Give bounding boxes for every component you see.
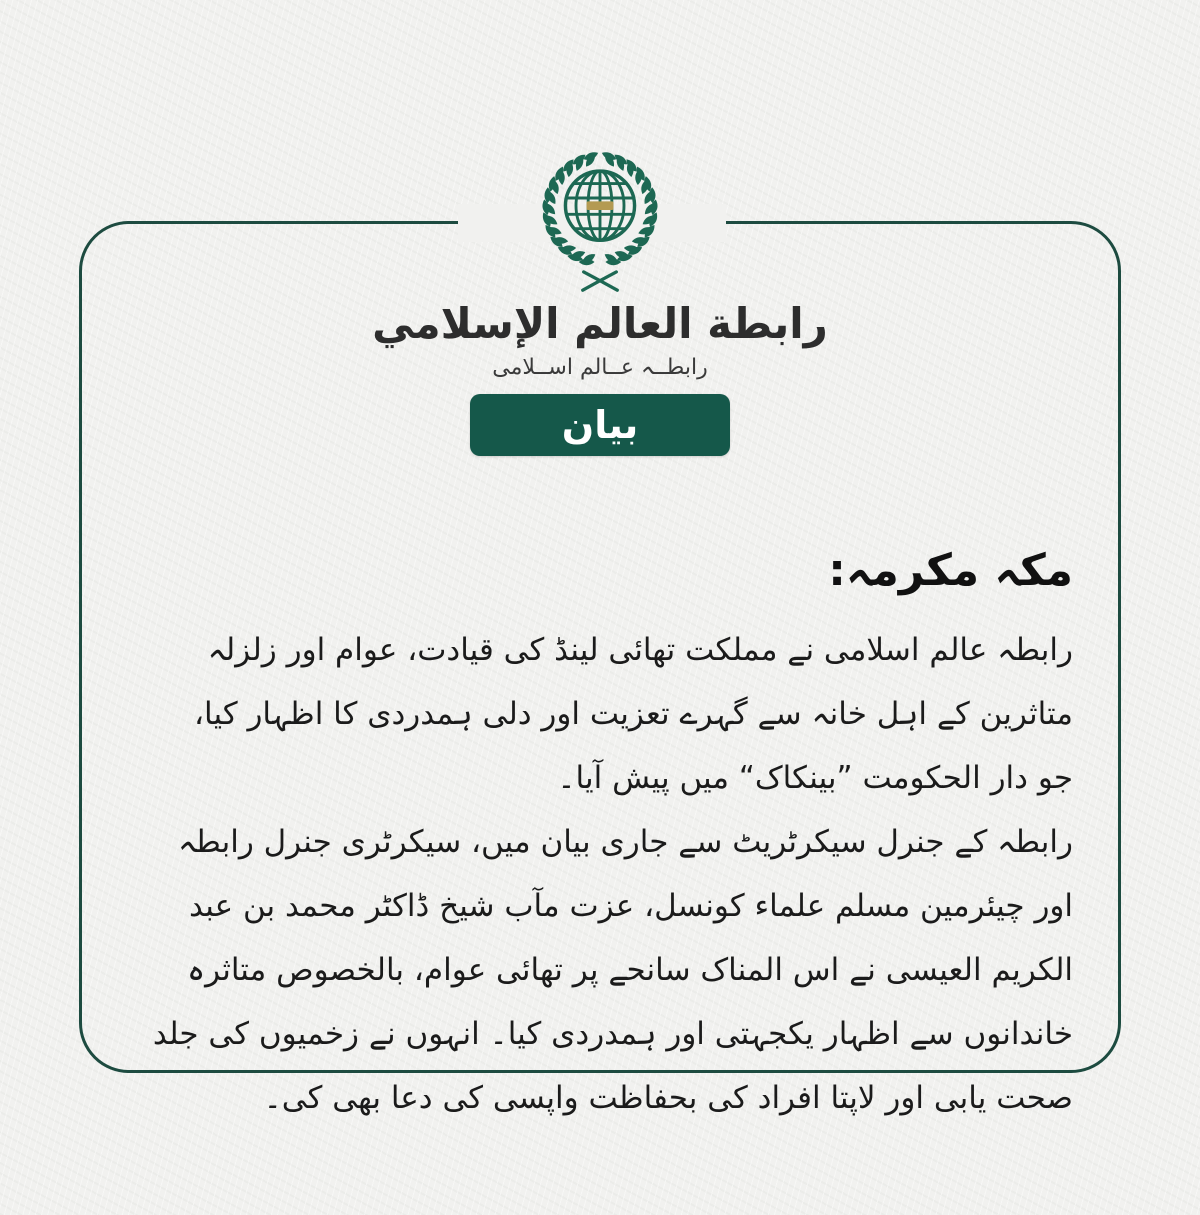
- dateline-heading: مکہ مکرمہ:: [828, 545, 1073, 596]
- statement-banner-label: بیان: [561, 402, 639, 447]
- wreath-stems: [583, 272, 618, 290]
- header-emblem-block: [0, 150, 1200, 456]
- statement-body: [150, 540, 1073, 1130]
- org-name-urdu: رابطــہ عــالم اســلامی: [492, 354, 708, 380]
- mwl-logo-icon: [525, 150, 675, 294]
- kaaba-gold-band: [587, 201, 614, 210]
- org-name-arabic-calligraphy: رابطة العالم الإسلامي: [372, 299, 828, 348]
- statement-banner: [470, 394, 730, 456]
- statement-paragraph: رابطہ عالم اسلامی نے مملکت تھائی لینڈ کی قیادت، عوام اور زلزلہ متاثرین کے اہل خانہ سے گہرے تعزیت اور دلی ہمدردی کا اظہار کیا، جو دار الحکومت ”بینکاک“ میں پیش آیا۔: [194, 631, 1073, 796]
- statement-paragraph: رابطہ کے جنرل سیکرٹریٹ سے جاری بیان میں، سیکرٹری جنرل رابطہ اور چیئرمین مسلم علماء کونسل، عزت مآب شیخ ڈاکٹر محمد بن عبد الکریم العیسی نے اس المناک سانحے پر تھائی عوام، بالخصوص متاثرہ خاندانوں سے اظہار یکجہتی اور ہمدردی کیا۔ انہوں نے زخمیوں کی جلد صحت یابی اور لاپتا افراد کی بحفاظت واپسی کی دعا بھی کی۔: [152, 823, 1073, 1116]
